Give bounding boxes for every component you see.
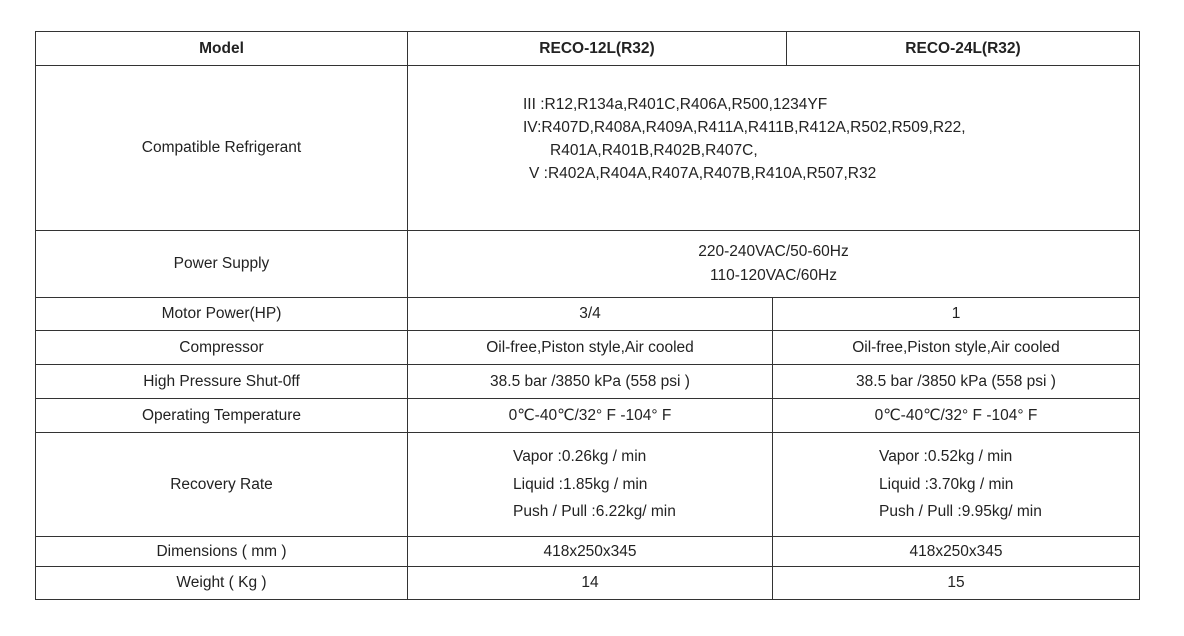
refrigerant-class-iv: IV:R407D,R408A,R409A,R411A,R411B,R412A,R502,R509,R22, (523, 119, 966, 136)
compressor-a: Oil-free,Piston style,Air cooled (486, 338, 694, 356)
recovery-vapor-b: Vapor :0.52kg / min (879, 448, 1013, 465)
compressor-b: Oil-free,Piston style,Air cooled (852, 338, 1060, 356)
label-high-pressure: High Pressure Shut-0ff (143, 372, 300, 390)
label-weight: Weight ( Kg ) (176, 574, 267, 592)
motor-power-a: 3/4 (579, 305, 601, 323)
dimensions-a: 418x250x345 (543, 542, 637, 560)
power-supply-value (408, 231, 1139, 297)
label-power-supply: Power Supply (173, 255, 270, 273)
high-pressure-a: 38.5 bar /3850 kPa (558 psi ) (490, 372, 690, 390)
label-operating-temperature: Operating Temperature (141, 406, 302, 424)
label-motor-power: Motor Power(HP) (161, 305, 282, 323)
recovery-push-pull-a: Push / Pull :6.22kg/ min (513, 503, 676, 520)
refrigerant-class-iv-cont: R401A,R401B,R402B,R407C, (550, 142, 758, 159)
refrigerant-list (523, 93, 966, 185)
recovery-push-pull-b: Push / Pull :9.95kg/ min (879, 503, 1042, 520)
header-model: Model (199, 39, 244, 57)
dimensions-b: 418x250x345 (909, 542, 1003, 560)
refrigerant-class-iii: III :R12,R134a,R401C,R406A,R500,1234YF (523, 96, 828, 113)
weight-a: 14 (581, 574, 599, 592)
recovery-rate-a (513, 443, 676, 526)
header-reco-12l: RECO-12L(R32) (539, 39, 655, 57)
recovery-rate-b (879, 443, 1042, 526)
high-pressure-b: 38.5 bar /3850 kPa (558 psi ) (856, 372, 1056, 390)
motor-power-b: 1 (951, 305, 961, 323)
label-compatible-refrigerant: Compatible Refrigerant (141, 139, 302, 157)
recovery-liquid-a: Liquid :1.85kg / min (513, 475, 648, 493)
header-reco-24l: RECO-24L(R32) (905, 39, 1021, 57)
weight-b: 15 (947, 574, 965, 592)
operating-temperature-a: 0℃-40℃/32° F -104° F (508, 406, 672, 424)
power-supply-line: 220-240VAC/50-60Hz (698, 243, 849, 260)
operating-temperature-b: 0℃-40℃/32° F -104° F (874, 406, 1038, 424)
label-dimensions: Dimensions ( mm ) (156, 542, 287, 560)
recovery-liquid-b: Liquid :3.70kg / min (879, 475, 1014, 493)
label-compressor: Compressor (179, 338, 264, 356)
refrigerant-class-v: V :R402A,R404A,R407A,R407B,R410A,R507,R32 (529, 165, 877, 182)
power-supply-line: 110-120VAC/60Hz (710, 267, 837, 284)
label-recovery-rate: Recovery Rate (170, 475, 273, 493)
recovery-vapor-a: Vapor :0.26kg / min (513, 448, 647, 465)
